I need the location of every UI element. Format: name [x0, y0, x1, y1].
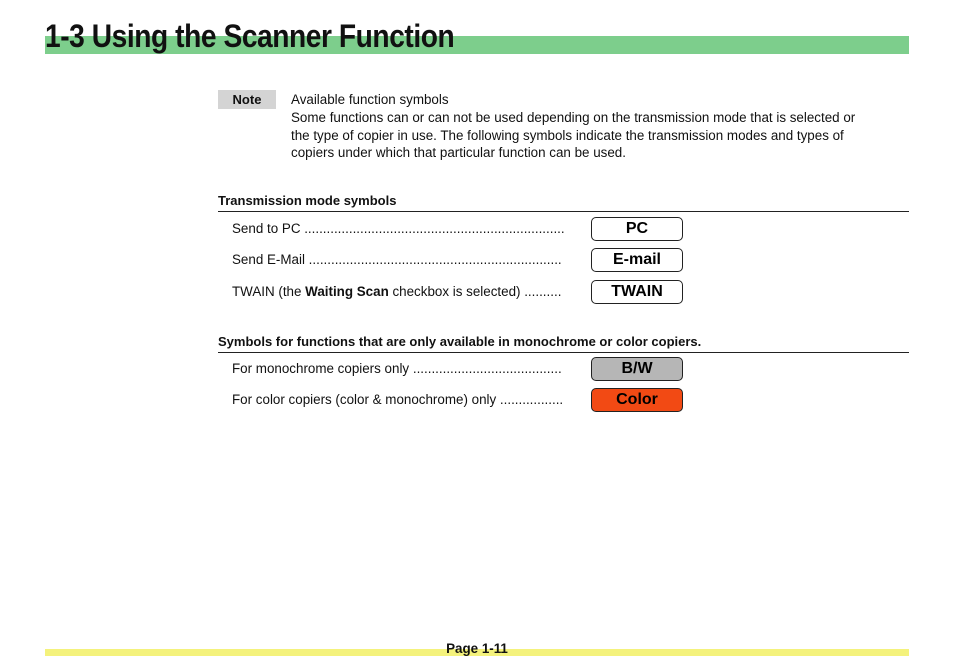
section-divider [218, 211, 909, 212]
page-number: Page 1-11 [446, 641, 508, 656]
note-label: Note [218, 90, 276, 109]
symbol-row-twain [232, 280, 684, 304]
symbol-row-color [232, 388, 684, 412]
row-label: For color copiers (color & monochrome) only ................. [232, 392, 564, 407]
row-label [232, 283, 587, 301]
symbol-row-bw [232, 357, 684, 381]
note-body [291, 91, 906, 162]
symbol-row-email [232, 248, 684, 272]
transmission-section-heading: Transmission mode symbols [218, 193, 397, 208]
note-line: the type of copier in use. The following symbols indicate the transmission modes and types of [291, 127, 844, 143]
color-symbol-badge: Color [591, 388, 683, 412]
row-label: Send E-Mail .................................................................... [232, 252, 562, 267]
row-label: Send to PC ...................................................................... [232, 221, 565, 236]
row-label-prefix: TWAIN (the [232, 284, 306, 299]
email-symbol-badge: E-mail [591, 248, 683, 272]
note-line: Some functions can or can not be used depending on the transmission mode that is selected or [291, 109, 856, 125]
copier-section-heading: Symbols for functions that are only available in monochrome or color copiers. [218, 334, 702, 349]
row-label-suffix: checkbox is selected) .......... [388, 284, 562, 299]
bw-symbol-badge: B/W [591, 357, 683, 381]
note-line: copiers under which that particular function can be used. [291, 145, 626, 161]
pc-symbol-badge: PC [591, 217, 683, 241]
page-title: 1-3 Using the Scanner Function [45, 18, 455, 54]
row-label: For monochrome copiers only ........................................ [232, 361, 562, 376]
section-divider [218, 352, 909, 353]
twain-symbol-badge: TWAIN [591, 280, 683, 304]
note-line: Available function symbols [291, 92, 449, 107]
row-label-emphasis: Waiting Scan [305, 284, 389, 299]
symbol-row-pc [232, 217, 684, 241]
